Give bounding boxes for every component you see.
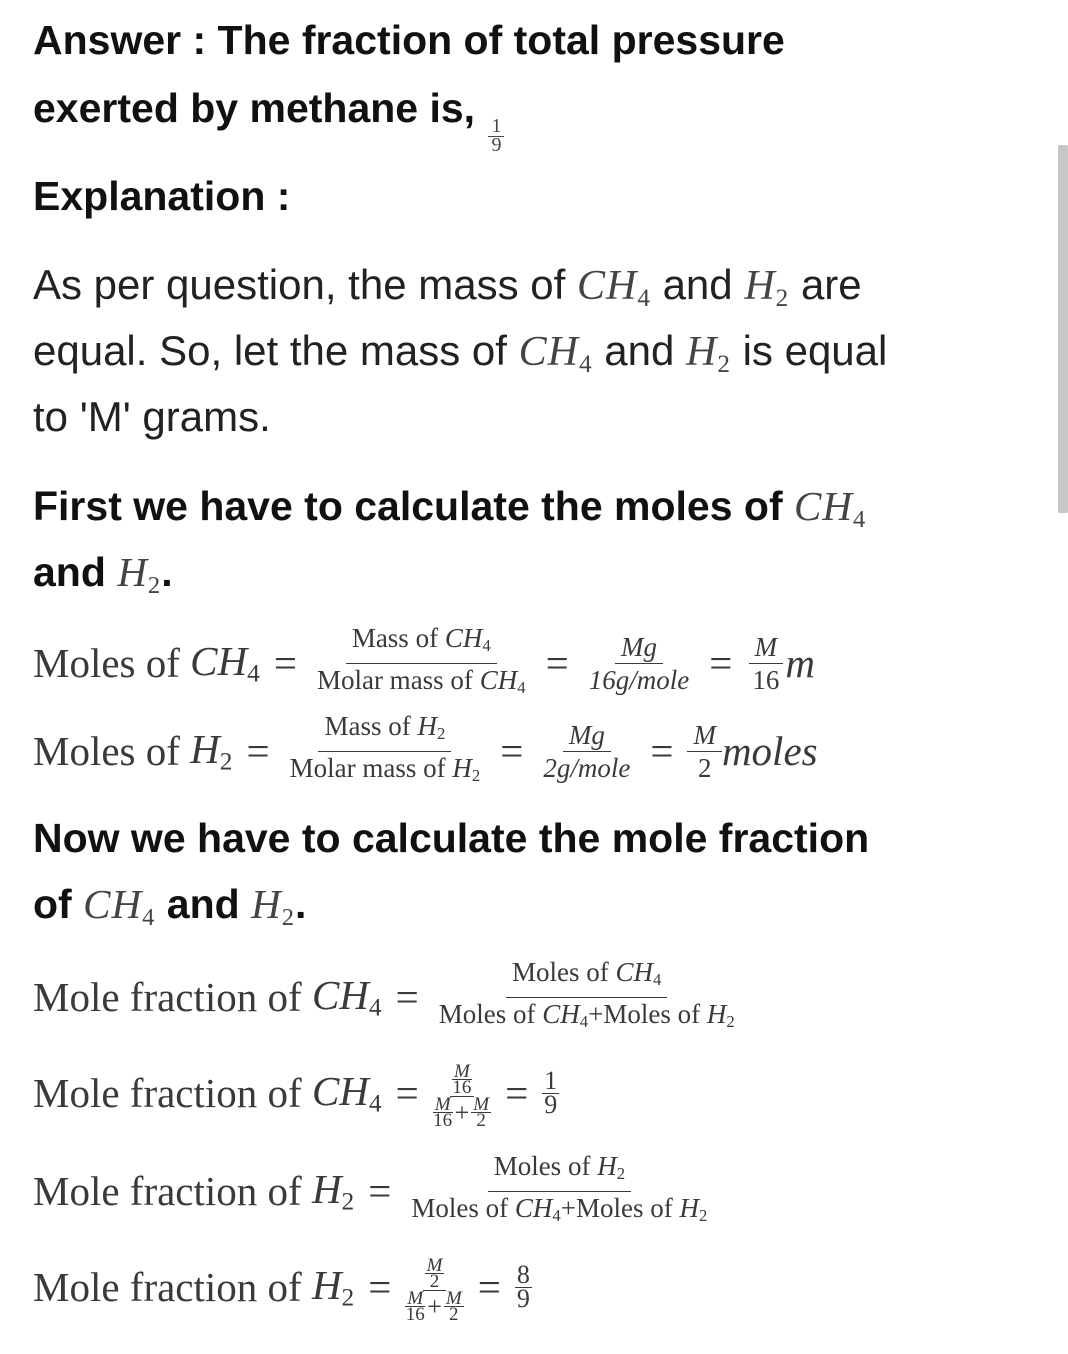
answer-line-2: exerted by methane is, $\frac{1}{9}$ bbox=[33, 84, 504, 154]
mole-fraction-h2-formula: Mole fraction of $H_2$ = $\frac{Moles of H_2}{Moles of CH_4+Moles of H_2}$ bbox=[33, 1151, 708, 1225]
answer-fraction: $\frac{1}{9}$ bbox=[488, 118, 504, 154]
answer-line-1: Answer : The fraction of total pressure bbox=[33, 17, 785, 63]
step2-line-2: of $CH_4$ and $H_2$. bbox=[33, 881, 307, 931]
intro-line-3: to 'M' grams. bbox=[33, 393, 271, 440]
step1-line-2: and $H_2$. bbox=[33, 549, 173, 599]
explanation-heading: Explanation : bbox=[33, 173, 291, 219]
moles-h2-equation: Moles of $H_2$ = $\frac{Mass of H_2}{Molar mass of H_2}$ = $\frac{Mg}{\text{2g/mole}}$ = $\frac{M}{2}$ moles bbox=[33, 711, 818, 785]
mole-fraction-h2-value: Mole fraction of $H_2$ = $\frac{M}{2}$ M 16 + $\frac{M}{2}$ = $\frac{8}{9}$ bbox=[33, 1240, 532, 1334]
mole-fraction-ch4-value: Mole fraction of $CH_4$ = $\frac{M}{16}$ M 16 + $\frac{M}{2}$ = $\frac{1}{9}$ bbox=[33, 1046, 559, 1140]
step1-line-1: First we have to calculate the moles of $CH_4$ bbox=[33, 483, 867, 533]
scrollbar[interactable] bbox=[1058, 145, 1068, 513]
step2-line-1: Now we have to calculate the mole fraction bbox=[33, 815, 870, 861]
intro-line-2: equal. So, let the mass of $CH_4$ and $H_2$ is equal bbox=[33, 327, 888, 379]
mole-fraction-ch4-formula: Mole fraction of $CH_4$ = $\frac{Moles of CH_4}{Moles of CH_4+Moles of H_2}$ bbox=[33, 957, 735, 1031]
moles-ch4-equation: Moles of $CH_4$ = $\frac{Mass of CH_4}{Molar mass of CH_4}$ = $\frac{Mg}{\text{16g/mole}}$ = $\frac{M}{16}$ m bbox=[33, 623, 815, 697]
intro-line-1: As per question, the mass of $CH_4$ and $H_2$ are bbox=[33, 261, 862, 313]
